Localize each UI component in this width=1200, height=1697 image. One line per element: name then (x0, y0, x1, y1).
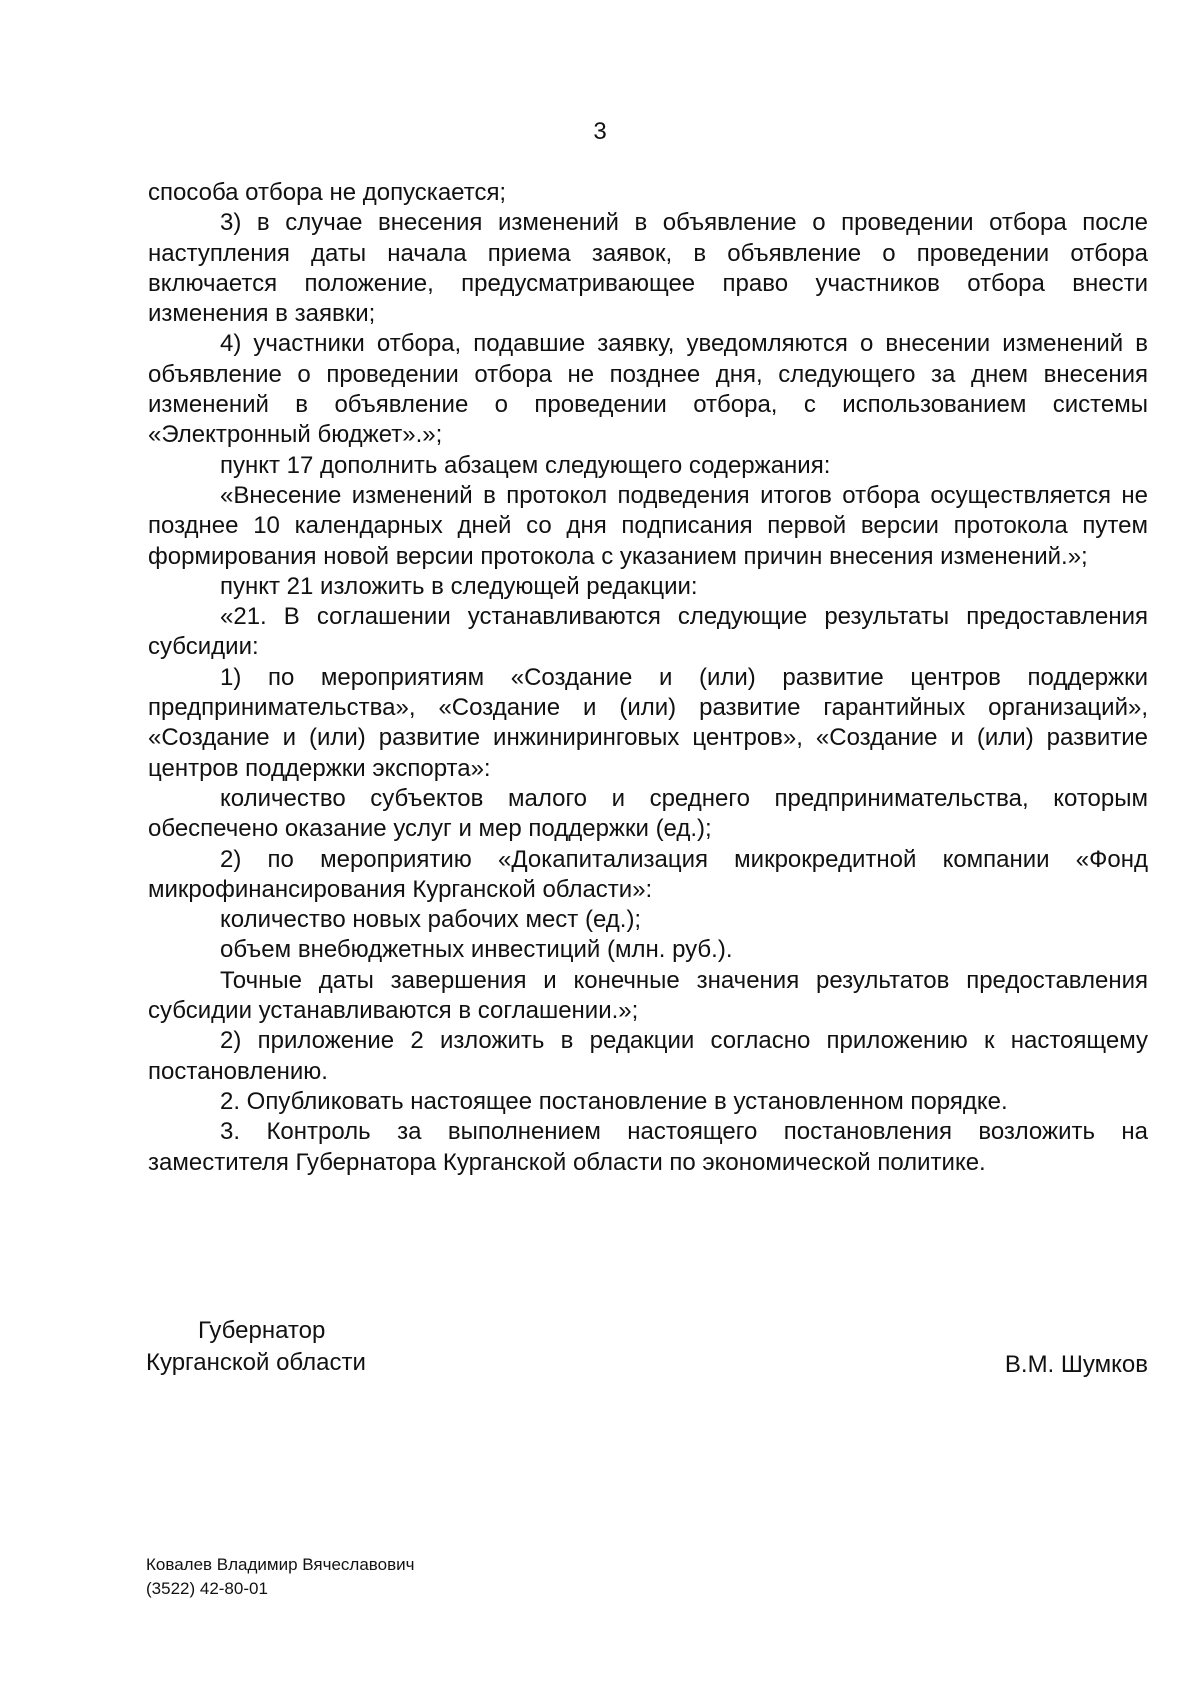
signer-position-line-1: Губернатор (198, 1317, 326, 1344)
paragraph: 2) приложение 2 изложить в редакции согласно приложению к настоящему постановлению. (148, 1027, 1148, 1085)
page-number: 3 (593, 118, 607, 145)
paragraph: 4) участники отбора, подавшие заявку, уведомляются о внесении изменений в объявление о проведении отбора не позднее дня, следующего за днем внесения изменений в объявление о проведении отбора, с использованием системы «Электронный бюджет».»; (148, 330, 1148, 449)
paragraph: 2. Опубликовать настоящее постановление в установленном порядке. (220, 1087, 1008, 1115)
executor-info (146, 1553, 415, 1601)
executor-name: Ковалев Владимир Вячеславович (146, 1555, 415, 1574)
paragraph: 2) по мероприятию «Докапитализация микрокредитной компании «Фонд микрофинансирования Курганской области»: (148, 845, 1148, 903)
paragraph: «Внесение изменений в протокол подведения итогов отбора осуществляется не позднее 10 календарных дней со дня подписания первой версии протокола путем формирования новой версии протокола с указанием причин внесения изменений.»; (148, 481, 1148, 570)
paragraph: Точные даты завершения и конечные значения результатов предоставления субсидии устанавливаются в соглашении.»; (148, 966, 1148, 1025)
paragraph: объем внебюджетных инвестиций (млн. руб.). (220, 936, 733, 964)
paragraph: количество новых рабочих мест (ед.); (220, 906, 642, 934)
signer-position-line-2: Курганской области (146, 1349, 366, 1376)
paragraph: 3. Контроль за выполнением настоящего постановления возложить на заместителя Губернатора Курганской области по экономической политике. (148, 1118, 1148, 1176)
document-body (148, 178, 1148, 1178)
executor-phone: (3522) 42-80-01 (146, 1579, 268, 1598)
paragraph: пункт 21 изложить в следующей редакции: (220, 572, 698, 600)
paragraph: 3) в случае внесения изменений в объявление о проведении отбора после наступления даты начала приема заявок, в объявление о проведении отбора включается положение, предусматривающее право участников отбора внести изменения в заявки; (148, 209, 1148, 328)
signer-name: В.М. Шумков (1004, 1351, 1148, 1378)
paragraph: пункт 17 дополнить абзацем следующего содержания: (220, 451, 831, 479)
paragraph: «21. В соглашении устанавливаются следующие результаты предоставления субсидии: (148, 603, 1148, 661)
paragraph: способа отбора не допускается; (148, 179, 507, 206)
paragraph: количество субъектов малого и среднего предпринимательства, которым обеспечено оказание услуг и мер поддержки (ед.); (148, 784, 1148, 843)
paragraph: 1) по мероприятиям «Создание и (или) развитие центров поддержки предпринимательства», «Создание и (или) развитие гарантийных организаций», «Создание и (или) развитие инжиниринговых центров», «Создание и (или) развитие центров поддержки экспорта»: (148, 663, 1148, 782)
